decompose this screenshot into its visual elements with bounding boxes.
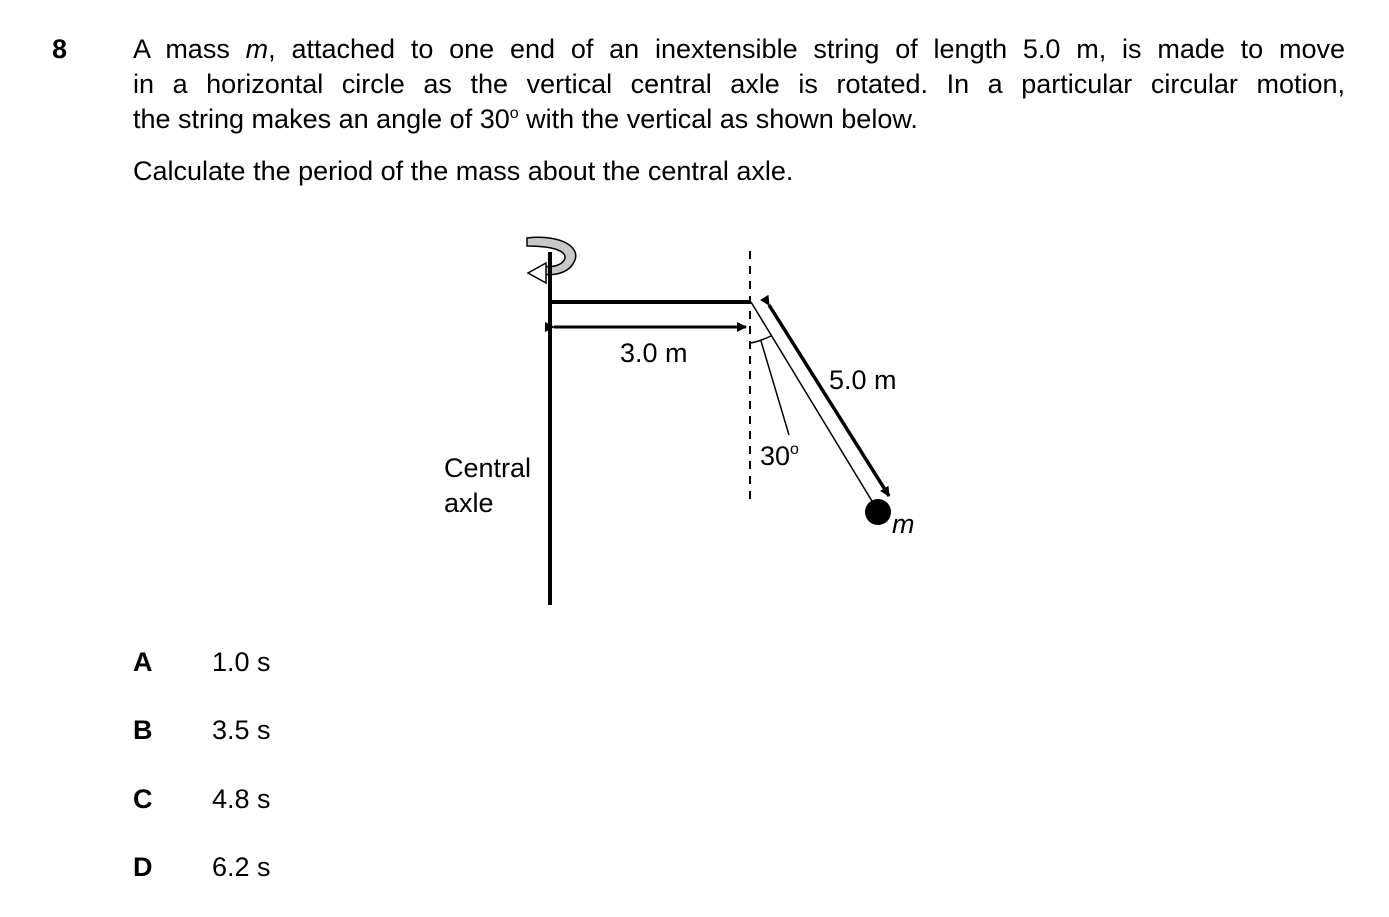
angle-arc: [750, 336, 771, 343]
axle-label-line2: axle: [444, 488, 494, 518]
option-letter: B: [133, 715, 153, 745]
stem-line-2: in a horizontal circle as the vertical central axle is rotated. In a particular circular motion,: [133, 69, 1345, 99]
option-d[interactable]: [133, 850, 271, 885]
mass-label: m: [892, 509, 915, 539]
option-letter: C: [133, 784, 153, 814]
stem-line-1: A mass m, attached to one end of an inextensible string of length 5.0 m, is made to move: [133, 34, 1346, 64]
string-length-label: 5.0 m: [829, 365, 897, 395]
angle-leader-line: [761, 341, 789, 435]
option-value: 1.0 s: [212, 647, 271, 677]
option-letter: D: [133, 852, 153, 882]
option-a[interactable]: [133, 645, 271, 680]
mass-ball: [865, 499, 891, 525]
arm-length-label: 3.0 m: [620, 338, 688, 368]
option-b[interactable]: [133, 713, 271, 748]
option-c[interactable]: [133, 782, 271, 817]
question-prompt: Calculate the period of the mass about the central axle.: [133, 156, 794, 186]
option-value: 3.5 s: [212, 715, 271, 745]
angle-label: 30$^o$: [760, 441, 799, 471]
option-letter: A: [133, 647, 153, 677]
mass-variable: m: [245, 34, 269, 64]
option-value: 4.8 s: [212, 784, 271, 814]
question-number: 8: [52, 34, 68, 64]
string: [751, 302, 878, 511]
stem-line-3: the string makes an angle of 30$^o$ with the vertical as shown below.: [133, 104, 918, 134]
option-value: 6.2 s: [212, 852, 271, 882]
axle-label-line1: Central: [444, 453, 532, 483]
degree-symbol: o: [509, 105, 519, 122]
